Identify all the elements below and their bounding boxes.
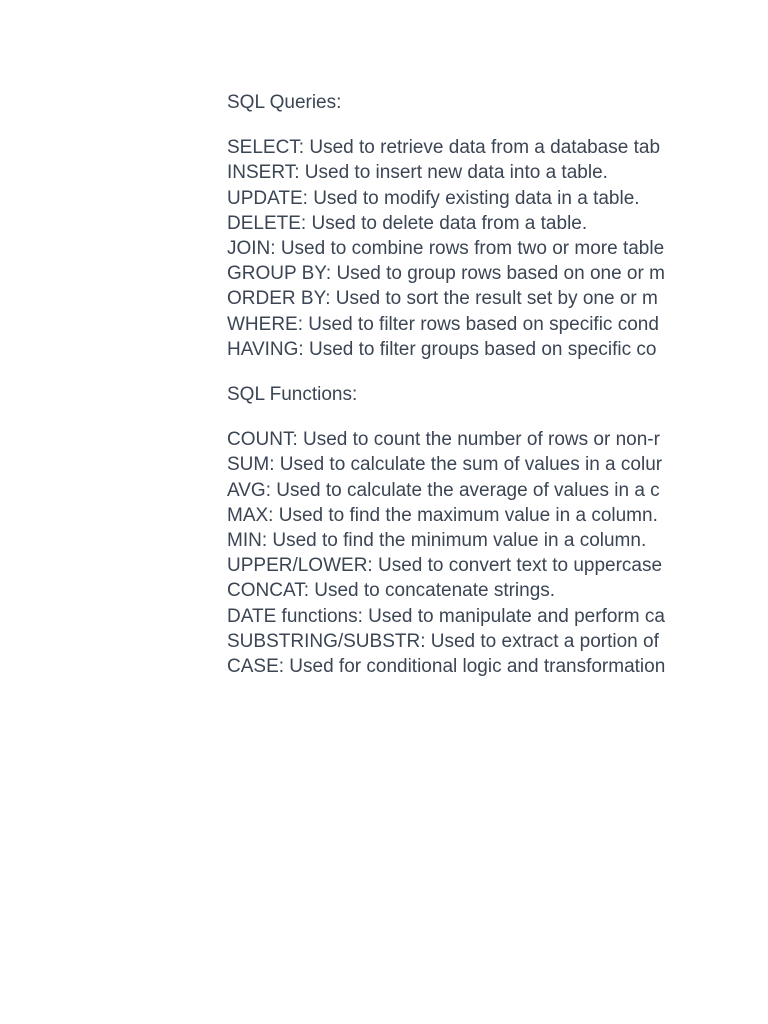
list-item: COUNT: Used to count the number of rows or non-r bbox=[227, 429, 660, 451]
list-item: MIN: Used to find the minimum value in a column. bbox=[227, 530, 647, 552]
sql-functions-list bbox=[227, 427, 683, 679]
list-item: SUBSTRING/SUBSTR: Used to extract a portion of bbox=[227, 630, 659, 652]
list-item: JOIN: Used to combine rows from two or more table bbox=[227, 238, 665, 260]
list-item: MAX: Used to find the maximum value in a column. bbox=[227, 504, 658, 526]
list-item: DATE functions: Used to manipulate and perform ca bbox=[227, 605, 665, 627]
list-item: GROUP BY: Used to group rows based on one or m bbox=[227, 263, 665, 285]
section-sql-queries bbox=[227, 90, 683, 362]
list-item: WHERE: Used to filter rows based on specific cond bbox=[227, 313, 659, 335]
section-sql-functions bbox=[227, 382, 683, 679]
list-item: UPDATE: Used to modify existing data in a table. bbox=[227, 187, 640, 209]
list-item: CASE: Used for conditional logic and transformation bbox=[227, 656, 666, 678]
list-item: ORDER BY: Used to sort the result set by one or m bbox=[227, 288, 658, 310]
section-heading: SQL Queries: bbox=[227, 92, 342, 113]
document-content bbox=[227, 90, 683, 679]
list-item: AVG: Used to calculate the average of values in a c bbox=[227, 479, 660, 501]
list-item: DELETE: Used to delete data from a table. bbox=[227, 212, 588, 234]
list-item: UPPER/LOWER: Used to convert text to uppercase bbox=[227, 555, 663, 577]
list-item: CONCAT: Used to concatenate strings. bbox=[227, 580, 556, 602]
list-item: INSERT: Used to insert new data into a table. bbox=[227, 162, 608, 184]
list-item: HAVING: Used to filter groups based on specific co bbox=[227, 338, 657, 360]
sql-queries-list bbox=[227, 135, 683, 362]
list-item: SUM: Used to calculate the sum of values in a colur bbox=[227, 454, 663, 476]
section-heading: SQL Functions: bbox=[227, 384, 358, 406]
list-item: SELECT: Used to retrieve data from a database tab bbox=[227, 137, 661, 159]
